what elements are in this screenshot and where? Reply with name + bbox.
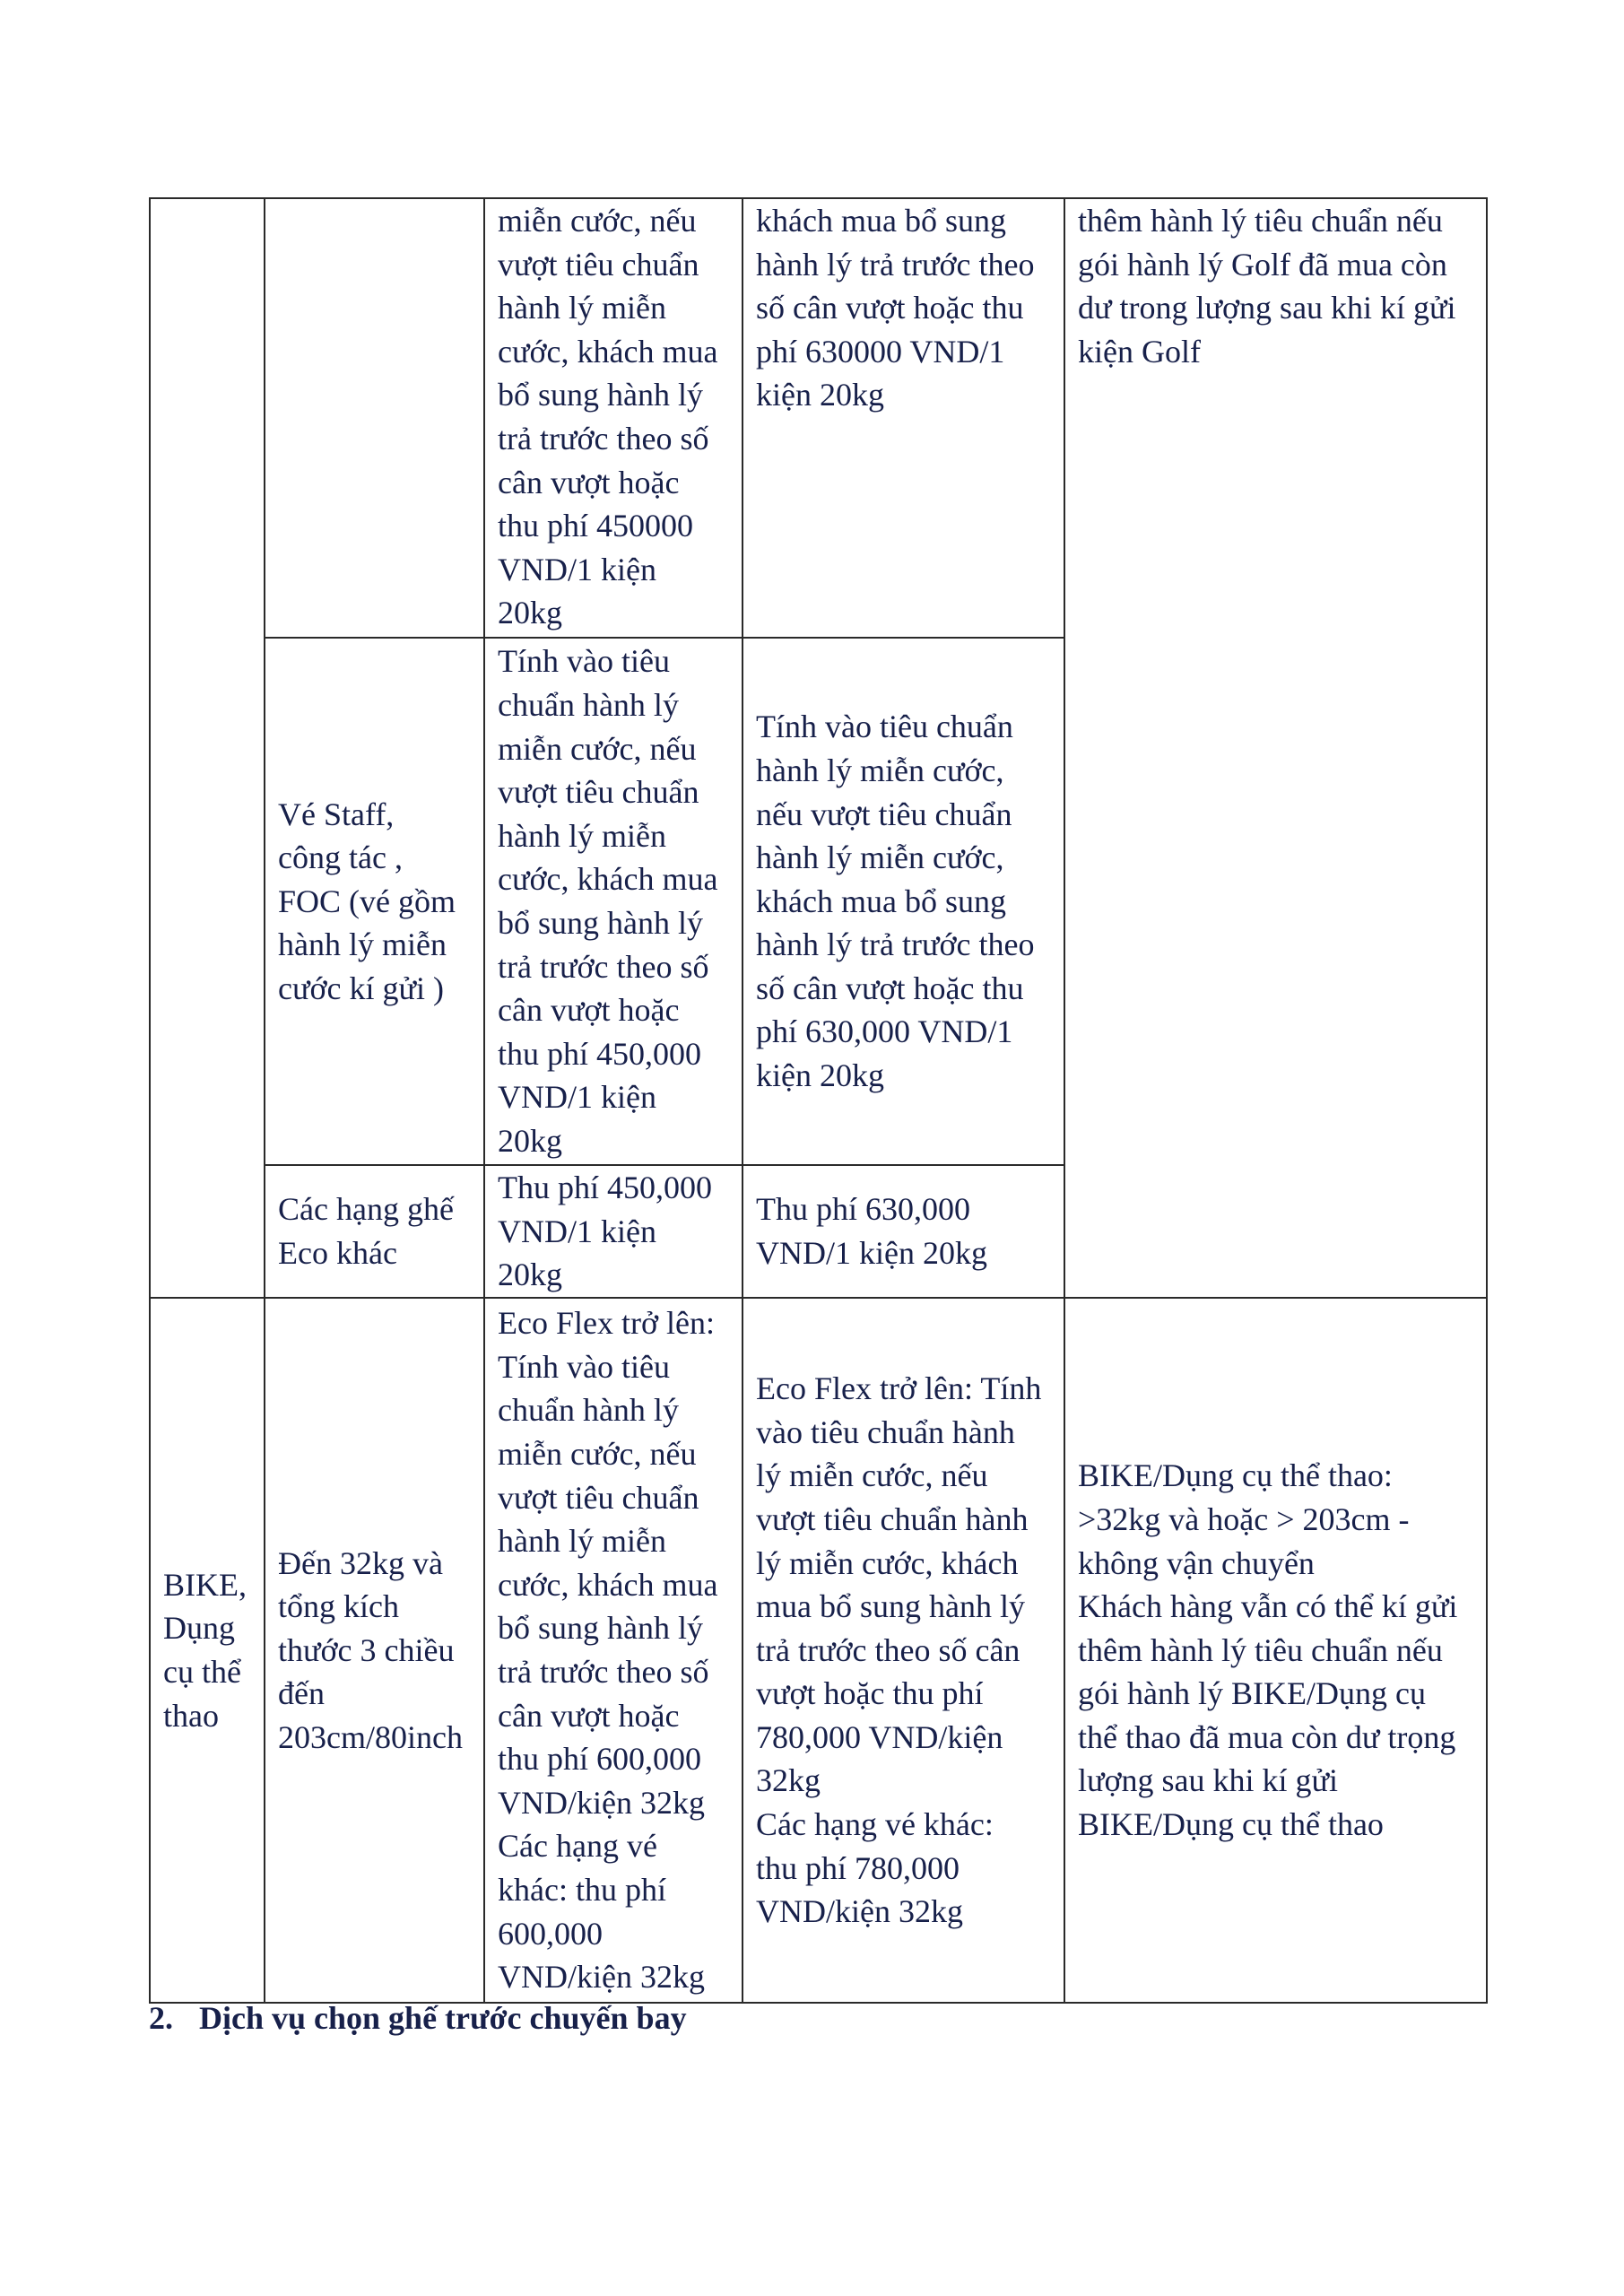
cell-text-line: bổ sung hành lý [498,377,703,413]
cell-text-line: trả trước theo số [498,948,709,985]
cell-text-line: gói hành lý BIKE/Dụng cụ [1078,1675,1426,1712]
cell-text-line: vào tiêu chuẩn hành [756,1413,1015,1450]
baggage-fee-table [149,197,1488,2004]
cell-text-line: cước, khách mua [498,333,718,370]
table-cell-domestic-fee [484,638,743,1165]
cell-text-line: VND/1 kiện [498,551,656,587]
cell-text-line: vượt tiêu chuẩn hành [756,1500,1029,1537]
cell-text-line: lý miễn cước, khách [756,1544,1019,1581]
cell-text-line: 20kg [498,1122,562,1159]
table-cell-ticket-type-staff [265,638,484,1165]
cell-text-line: Dụng [163,1610,235,1647]
cell-text-line: Các hạng vé khác: [756,1806,994,1843]
cell-text-line: thêm hành lý tiêu chuẩn nếu [1078,203,1443,239]
cell-text-line: trả trước theo số [498,420,709,457]
cell-text-line: chuẩn hành lý [498,687,679,724]
cell-text-line: hành lý miễn cước, [756,752,1004,788]
table-cell-category-golf [150,198,265,1298]
cell-text-line: hành lý trả trước theo [756,246,1035,283]
cell-text-line: FOC (vé gồm [278,883,456,919]
cell-text-line: Khách hàng vẫn có thể kí gửi [1078,1588,1458,1625]
cell-text-line: trả trước theo số cân [756,1631,1020,1668]
cell-text-line: phí 630,000 VND/1 [756,1013,1013,1050]
cell-text-line: hành lý miễn cước, [756,839,1004,876]
cell-text-line: chuẩn hành lý [498,1392,679,1429]
cell-text-line: miễn cước, nếu [498,730,697,767]
cell-text-line: BIKE/Dụng cụ thể thao [1078,1806,1384,1843]
cell-text-line: 600,000 [498,1915,603,1952]
cell-text-line: trả trước theo số [498,1654,709,1690]
cell-text-line: đến [278,1675,325,1712]
cell-text-line: miễn cước, nếu [498,1436,697,1473]
cell-text-line: Đến 32kg và [278,1544,443,1581]
cell-text-line: >32kg và hoặc > 203cm - [1078,1500,1410,1537]
cell-text-line: hành lý trả trước theo [756,926,1035,963]
cell-text-line: kiện Golf [1078,333,1201,370]
cell-text-line: VND/kiện 32kg [756,1893,963,1930]
table-cell-international-fee [743,1298,1064,2003]
cell-text-line: Tính vào tiêu chuẩn [756,709,1013,745]
cell-text-line: thao [163,1697,219,1734]
cell-text-line: 32kg [756,1762,821,1799]
table-cell-international-fee [743,1165,1064,1298]
table-cell-golf-condition [265,198,484,638]
cell-text-line: cước kí gửi ) [278,970,445,1006]
cell-text-line: 780,000 VND/kiện [756,1718,1003,1755]
cell-text-line: miễn cước, nếu [498,203,697,239]
cell-text-line: thu phí 780,000 [756,1849,960,1886]
cell-text-line: kiện 20kg [756,1057,884,1094]
cell-text-line: không vận chuyển [1078,1544,1315,1581]
cell-text-line: cân vượt hoặc [498,992,680,1029]
cell-text-line: 20kg [498,595,562,631]
cell-text-line: cụ thể [163,1654,241,1690]
cell-text-line: tổng kích [278,1588,399,1625]
cell-text-line: hành lý miễn [498,290,666,326]
cell-text-line: Eco Flex trở lên: Tính [756,1370,1042,1407]
cell-text-line: kiện 20kg [756,377,884,413]
cell-text-line: khách mua bổ sung [756,203,1006,239]
cell-text-line: hành lý miễn [498,817,666,854]
cell-text-line: BIKE/Dụng cụ thể thao: [1078,1457,1393,1494]
cell-text-line: Eco Flex trở lên: [498,1305,715,1342]
cell-text-line: VND/kiện 32kg [498,1784,705,1821]
cell-text-line: 20kg [498,1257,562,1293]
cell-text-line: Thu phí 450,000 [498,1170,712,1206]
cell-text-line: dư trong lượng sau khi kí gửi [1078,290,1456,326]
cell-text-line: VND/1 kiện [498,1213,656,1249]
cell-text-line: 203cm/80inch [278,1718,463,1755]
cell-text-line: cân vượt hoặc [498,464,680,500]
cell-text-line: VND/1 kiện [498,1079,656,1116]
cell-text-line: lý miễn cước, nếu [756,1457,988,1494]
table-cell-domestic-fee [484,1298,743,2003]
cell-text-line: BIKE, [163,1566,247,1603]
cell-text-line: thêm hành lý tiêu chuẩn nếu [1078,1631,1443,1668]
table-cell-domestic-fee [484,198,743,638]
cell-text-line: Các hạng ghế [278,1191,454,1228]
cell-text-line: Tính vào tiêu [498,643,670,680]
table-cell-golf-note [1064,198,1487,1298]
cell-text-line: VND/kiện 32kg [498,1959,705,1996]
cell-text-line: bổ sung hành lý [498,1610,703,1647]
cell-text-line: thu phí 450000 [498,508,694,544]
cell-text-line: khách mua bổ sung [756,883,1006,919]
cell-text-line: thước 3 chiều [278,1631,455,1668]
section-heading [149,1996,687,2039]
section-title: Dịch vụ chọn ghế trước chuyến bay [199,2000,687,2036]
cell-text-line: cân vượt hoặc [498,1697,680,1734]
cell-text-line: thể thao đã mua còn dư trọng [1078,1718,1456,1755]
cell-text-line: vượt tiêu chuẩn [498,774,699,811]
table-cell-international-fee [743,198,1064,638]
cell-text-line: số cân vượt hoặc thu [756,290,1024,326]
cell-text-line: Tính vào tiêu [498,1348,670,1385]
cell-text-line: phí 630000 VND/1 [756,333,1005,370]
cell-text-line: hành lý miễn [498,1523,666,1560]
table-row [150,1298,1487,2003]
table-row [150,198,1487,638]
cell-text-line: Các hạng vé [498,1828,657,1865]
table-cell-international-fee [743,638,1064,1165]
cell-text-line: vượt hoặc thu phí [756,1675,984,1712]
cell-text-line: khác: thu phí [498,1871,666,1908]
cell-text-line: cước, khách mua [498,1566,718,1603]
cell-text-line: Thu phí 630,000 [756,1191,970,1228]
cell-text-line: mua bổ sung hành lý [756,1588,1025,1625]
cell-text-line: vượt tiêu chuẩn [498,246,699,283]
table-cell-bike-note [1064,1298,1487,2003]
table-cell-ticket-type-eco [265,1165,484,1298]
cell-text-line: bổ sung hành lý [498,905,703,941]
section-number: 2. [149,2000,173,2036]
cell-text-line: công tác , [278,839,403,876]
cell-text-line: hành lý miễn [278,926,447,963]
cell-text-line: Vé Staff, [278,796,395,832]
cell-text-line: cước, khách mua [498,861,718,898]
table-cell-domestic-fee [484,1165,743,1298]
cell-text-line: nếu vượt tiêu chuẩn [756,796,1012,832]
cell-text-line: vượt tiêu chuẩn [498,1479,699,1516]
cell-text-line: thu phí 600,000 [498,1741,702,1778]
cell-text-line: Eco khác [278,1235,397,1271]
cell-text-line: số cân vượt hoặc thu [756,970,1024,1006]
table-cell-bike-condition [265,1298,484,2003]
table-cell-category-bike [150,1298,265,2003]
cell-text-line: gói hành lý Golf đã mua còn [1078,246,1447,283]
cell-text-line: lượng sau khi kí gửi [1078,1762,1339,1799]
cell-text-line: thu phí 450,000 [498,1035,702,1072]
cell-text-line: VND/1 kiện 20kg [756,1235,987,1271]
